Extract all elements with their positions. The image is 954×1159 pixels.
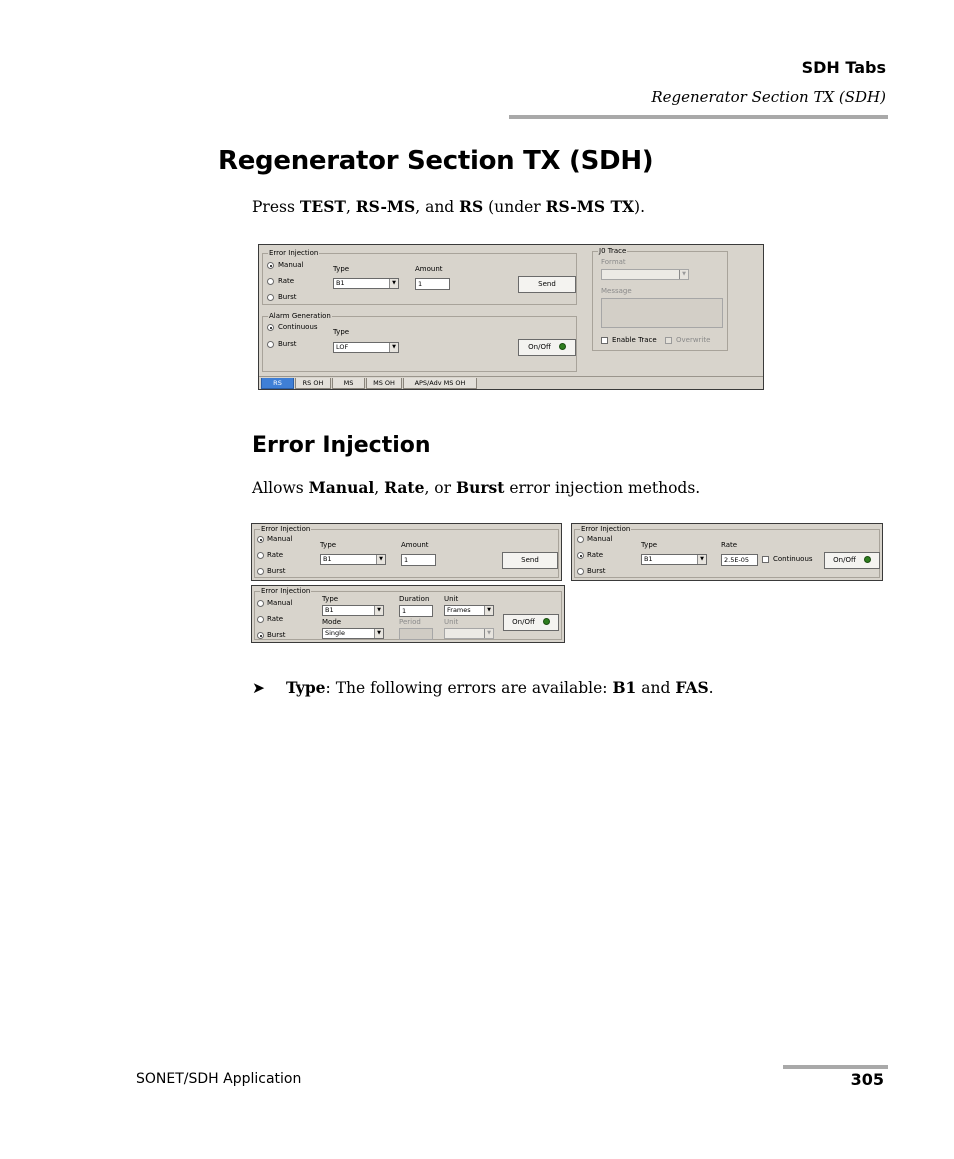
type-label: Type (320, 541, 337, 549)
onoff-button[interactable]: On/Off (824, 552, 880, 569)
alarm-generation-group (262, 312, 577, 372)
burst-label: Burst (267, 631, 286, 639)
burst-radio[interactable] (267, 294, 274, 301)
chevron-down-icon: ▼ (484, 606, 493, 615)
burst-label: Burst (278, 293, 297, 301)
type-dropdown[interactable]: B1 ▼ (333, 278, 399, 289)
footer-document-title: SONET/SDH Application (136, 1071, 302, 1087)
alarm-burst-label: Burst (278, 340, 297, 348)
chevron-down-icon: ▼ (679, 270, 688, 279)
chevron-down-icon: ▼ (697, 555, 706, 564)
onoff-button[interactable]: On/Off (503, 614, 559, 631)
type-dropdown[interactable]: B1 ▼ (641, 554, 707, 565)
rate-label: Rate (267, 551, 284, 559)
chevron-down-icon: ▼ (374, 606, 383, 615)
manual-group-title: Error Injection (261, 525, 311, 533)
overwrite-checkbox[interactable] (665, 337, 672, 344)
unit-label: Unit (444, 595, 459, 603)
arrow-bullet-icon: ➤ (252, 679, 265, 697)
burst-radio[interactable] (257, 568, 264, 575)
rate-group-title: Error Injection (581, 525, 631, 533)
allows-paragraph: Allows Manual, Rate, or Burst error injection methods. (252, 478, 701, 497)
tab-ms[interactable]: MS (332, 378, 365, 389)
unit2-label: Unit (444, 618, 459, 626)
intro-paragraph: Press TEST, RS-MS, and RS (under RS-MS TX). (252, 197, 645, 216)
rate-radio[interactable] (267, 278, 274, 285)
manual-mode-screenshot (251, 523, 562, 581)
type-dropdown[interactable]: B1 ▼ (322, 605, 384, 616)
j0-trace-group (592, 247, 728, 351)
type-label: Type (322, 595, 339, 603)
chevron-down-icon: ▼ (374, 629, 383, 638)
alarm-generation-group-title: Alarm Generation (269, 312, 331, 320)
overwrite-label: Overwrite (676, 336, 711, 344)
tab-rs-oh[interactable]: RS OH (295, 378, 331, 389)
alarm-onoff-button[interactable]: On/Off (518, 339, 576, 356)
alarm-type-label: Type (333, 328, 350, 336)
j0-trace-group-title: J0 Trace (599, 247, 627, 255)
rate-label: Rate (267, 615, 284, 623)
tab-bar (259, 376, 763, 389)
tab-rs[interactable]: RS (261, 378, 294, 389)
tab-aps-adv-ms-oh[interactable]: APS/Adv MS OH (403, 378, 477, 389)
chevron-down-icon: ▼ (376, 555, 385, 564)
burst-radio[interactable] (257, 632, 264, 639)
manual-label: Manual (267, 599, 293, 607)
chevron-down-icon: ▼ (389, 343, 398, 352)
tab-ms-oh[interactable]: MS OH (366, 378, 402, 389)
rate-input[interactable]: 2.5E-05 (721, 554, 758, 566)
rs-tab-screenshot (258, 244, 764, 390)
page-number: 305 (850, 1070, 884, 1089)
message-label: Message (601, 287, 632, 295)
type-bullet: ➤ Type: The following errors are available: B1 and FAS. (252, 678, 714, 697)
mode-label: Mode (322, 618, 342, 626)
rate-radio[interactable] (257, 552, 264, 559)
chevron-down-icon: ▼ (484, 629, 493, 638)
amount-label: Amount (415, 265, 443, 273)
running-header-section: SDH Tabs (801, 58, 886, 77)
manual-radio[interactable] (577, 536, 584, 543)
section-heading-error-injection: Error Injection (252, 433, 431, 458)
status-led-icon (543, 618, 550, 625)
continuous-label: Continuous (278, 323, 318, 331)
page-title: Regenerator Section TX (SDH) (218, 146, 654, 176)
rate-mode-screenshot (571, 523, 883, 581)
manual-radio[interactable] (267, 262, 274, 269)
duration-label: Duration (399, 595, 430, 603)
running-header-subsection: Regenerator Section TX (SDH) (651, 88, 886, 106)
send-button[interactable]: Send (502, 552, 558, 569)
continuous-radio[interactable] (267, 324, 274, 331)
amount-label: Amount (401, 541, 429, 549)
rate-label: Rate (278, 277, 295, 285)
type-label: Type (641, 541, 658, 549)
header-rule (509, 115, 888, 119)
chevron-down-icon: ▼ (389, 279, 398, 288)
manual-radio[interactable] (257, 536, 264, 543)
error-injection-group (262, 249, 577, 305)
duration-input[interactable]: 1 (399, 605, 433, 617)
type-label: Type (333, 265, 350, 273)
message-textarea[interactable] (601, 298, 723, 328)
unit2-dropdown[interactable] (444, 628, 494, 639)
continuous-label: Continuous (773, 555, 813, 563)
burst-mode-screenshot (251, 585, 565, 643)
status-led-icon (559, 343, 566, 350)
rate-radio[interactable] (257, 616, 264, 623)
burst-label: Burst (587, 567, 606, 575)
mode-dropdown[interactable]: Single ▼ (322, 628, 384, 639)
enable-trace-checkbox[interactable] (601, 337, 608, 344)
burst-radio[interactable] (577, 568, 584, 575)
format-dropdown[interactable] (601, 269, 689, 280)
enable-trace-label: Enable Trace (612, 336, 657, 344)
burst-group-title: Error Injection (261, 587, 311, 595)
status-led-icon (864, 556, 871, 563)
rate-error-injection-group (574, 525, 880, 578)
alarm-type-dropdown[interactable]: LOF ▼ (333, 342, 399, 353)
burst-label: Burst (267, 567, 286, 575)
rate-value-label: Rate (721, 541, 738, 549)
error-injection-group-title: Error Injection (269, 249, 319, 257)
unit-dropdown[interactable]: Frames ▼ (444, 605, 494, 616)
rate-radio[interactable] (577, 552, 584, 559)
period-label: Period (399, 618, 421, 626)
manual-label: Manual (587, 535, 613, 543)
rate-label: Rate (587, 551, 604, 559)
format-label: Format (601, 258, 626, 266)
continuous-checkbox[interactable] (762, 556, 769, 563)
type-dropdown[interactable]: B1 ▼ (320, 554, 386, 565)
manual-radio[interactable] (257, 600, 264, 607)
amount-input[interactable]: 1 (415, 278, 450, 290)
alarm-burst-radio[interactable] (267, 341, 274, 348)
amount-input[interactable]: 1 (401, 554, 436, 566)
period-input[interactable] (399, 628, 433, 640)
burst-error-injection-group (254, 587, 562, 640)
manual-label: Manual (278, 261, 304, 269)
send-button[interactable]: Send (518, 276, 576, 293)
manual-label: Manual (267, 535, 293, 543)
manual-error-injection-group (254, 525, 559, 578)
footer-rule (783, 1065, 888, 1069)
